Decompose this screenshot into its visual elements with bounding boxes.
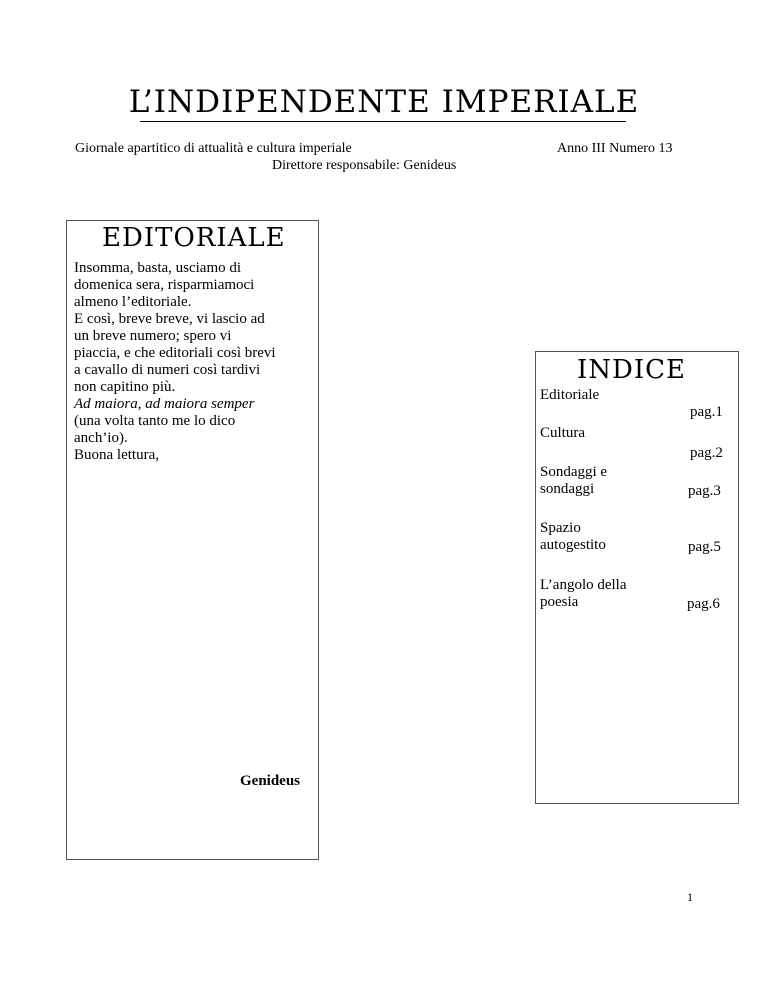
index-entry-page: pag.2 (690, 445, 723, 461)
editorial-line: domenica sera, risparmiamoci (74, 277, 255, 293)
index-entry-label: sondaggi (540, 481, 595, 497)
editorial-line: piaccia, e che editoriali così brevi (74, 345, 276, 361)
index-box (535, 351, 739, 804)
page-number: 1 (687, 890, 693, 904)
index-entry-label: Editoriale (540, 387, 600, 403)
index-entry-label: poesia (540, 594, 579, 610)
index-entry-page: pag.1 (690, 404, 723, 420)
editorial-line: anch’io). (74, 430, 128, 446)
index-entry-page: pag.3 (688, 483, 721, 499)
index-entry-label: Sondaggi e (540, 464, 608, 480)
editorial-line: un breve numero; spero vi (74, 328, 232, 344)
editorial-line: a cavallo di numeri così tardivi (74, 362, 261, 378)
editorial-line: (una volta tanto me lo dico (74, 413, 236, 429)
index-entry-label: L’angolo della (540, 577, 627, 593)
editorial-title: EDITORIALE (102, 223, 286, 253)
tagline: Giornale apartitico di attualità e cultura imperiale (75, 141, 352, 156)
editorial-motto: Ad maiora, ad maiora semper (74, 396, 255, 412)
editorial-line: Insomma, basta, usciamo di (74, 260, 242, 276)
index-entry-page: pag.5 (688, 539, 721, 555)
index-entry-page: pag.6 (687, 596, 720, 612)
editorial-line: E così, breve breve, vi lascio ad (74, 311, 265, 327)
editorial-line: non capitino più. (74, 379, 176, 395)
issue-number: Anno III Numero 13 (557, 141, 673, 156)
index-entry-label: Cultura (540, 425, 585, 441)
editorial-text (74, 260, 319, 464)
editorial-line: Buona lettura, (74, 447, 159, 463)
index-entry-label: autogestito (540, 537, 606, 553)
editorial-line: almeno l’editoriale. (74, 294, 192, 310)
editorial-signature: Genideus (240, 773, 301, 789)
index-entry-label: Spazio (540, 520, 581, 536)
title-underline (140, 121, 626, 122)
index-title: INDICE (577, 355, 687, 385)
editorial-box (66, 220, 319, 860)
director-line: Direttore responsabile: Genideus (272, 158, 457, 173)
newspaper-title: L’INDIPENDENTE IMPERIALE (128, 84, 640, 120)
